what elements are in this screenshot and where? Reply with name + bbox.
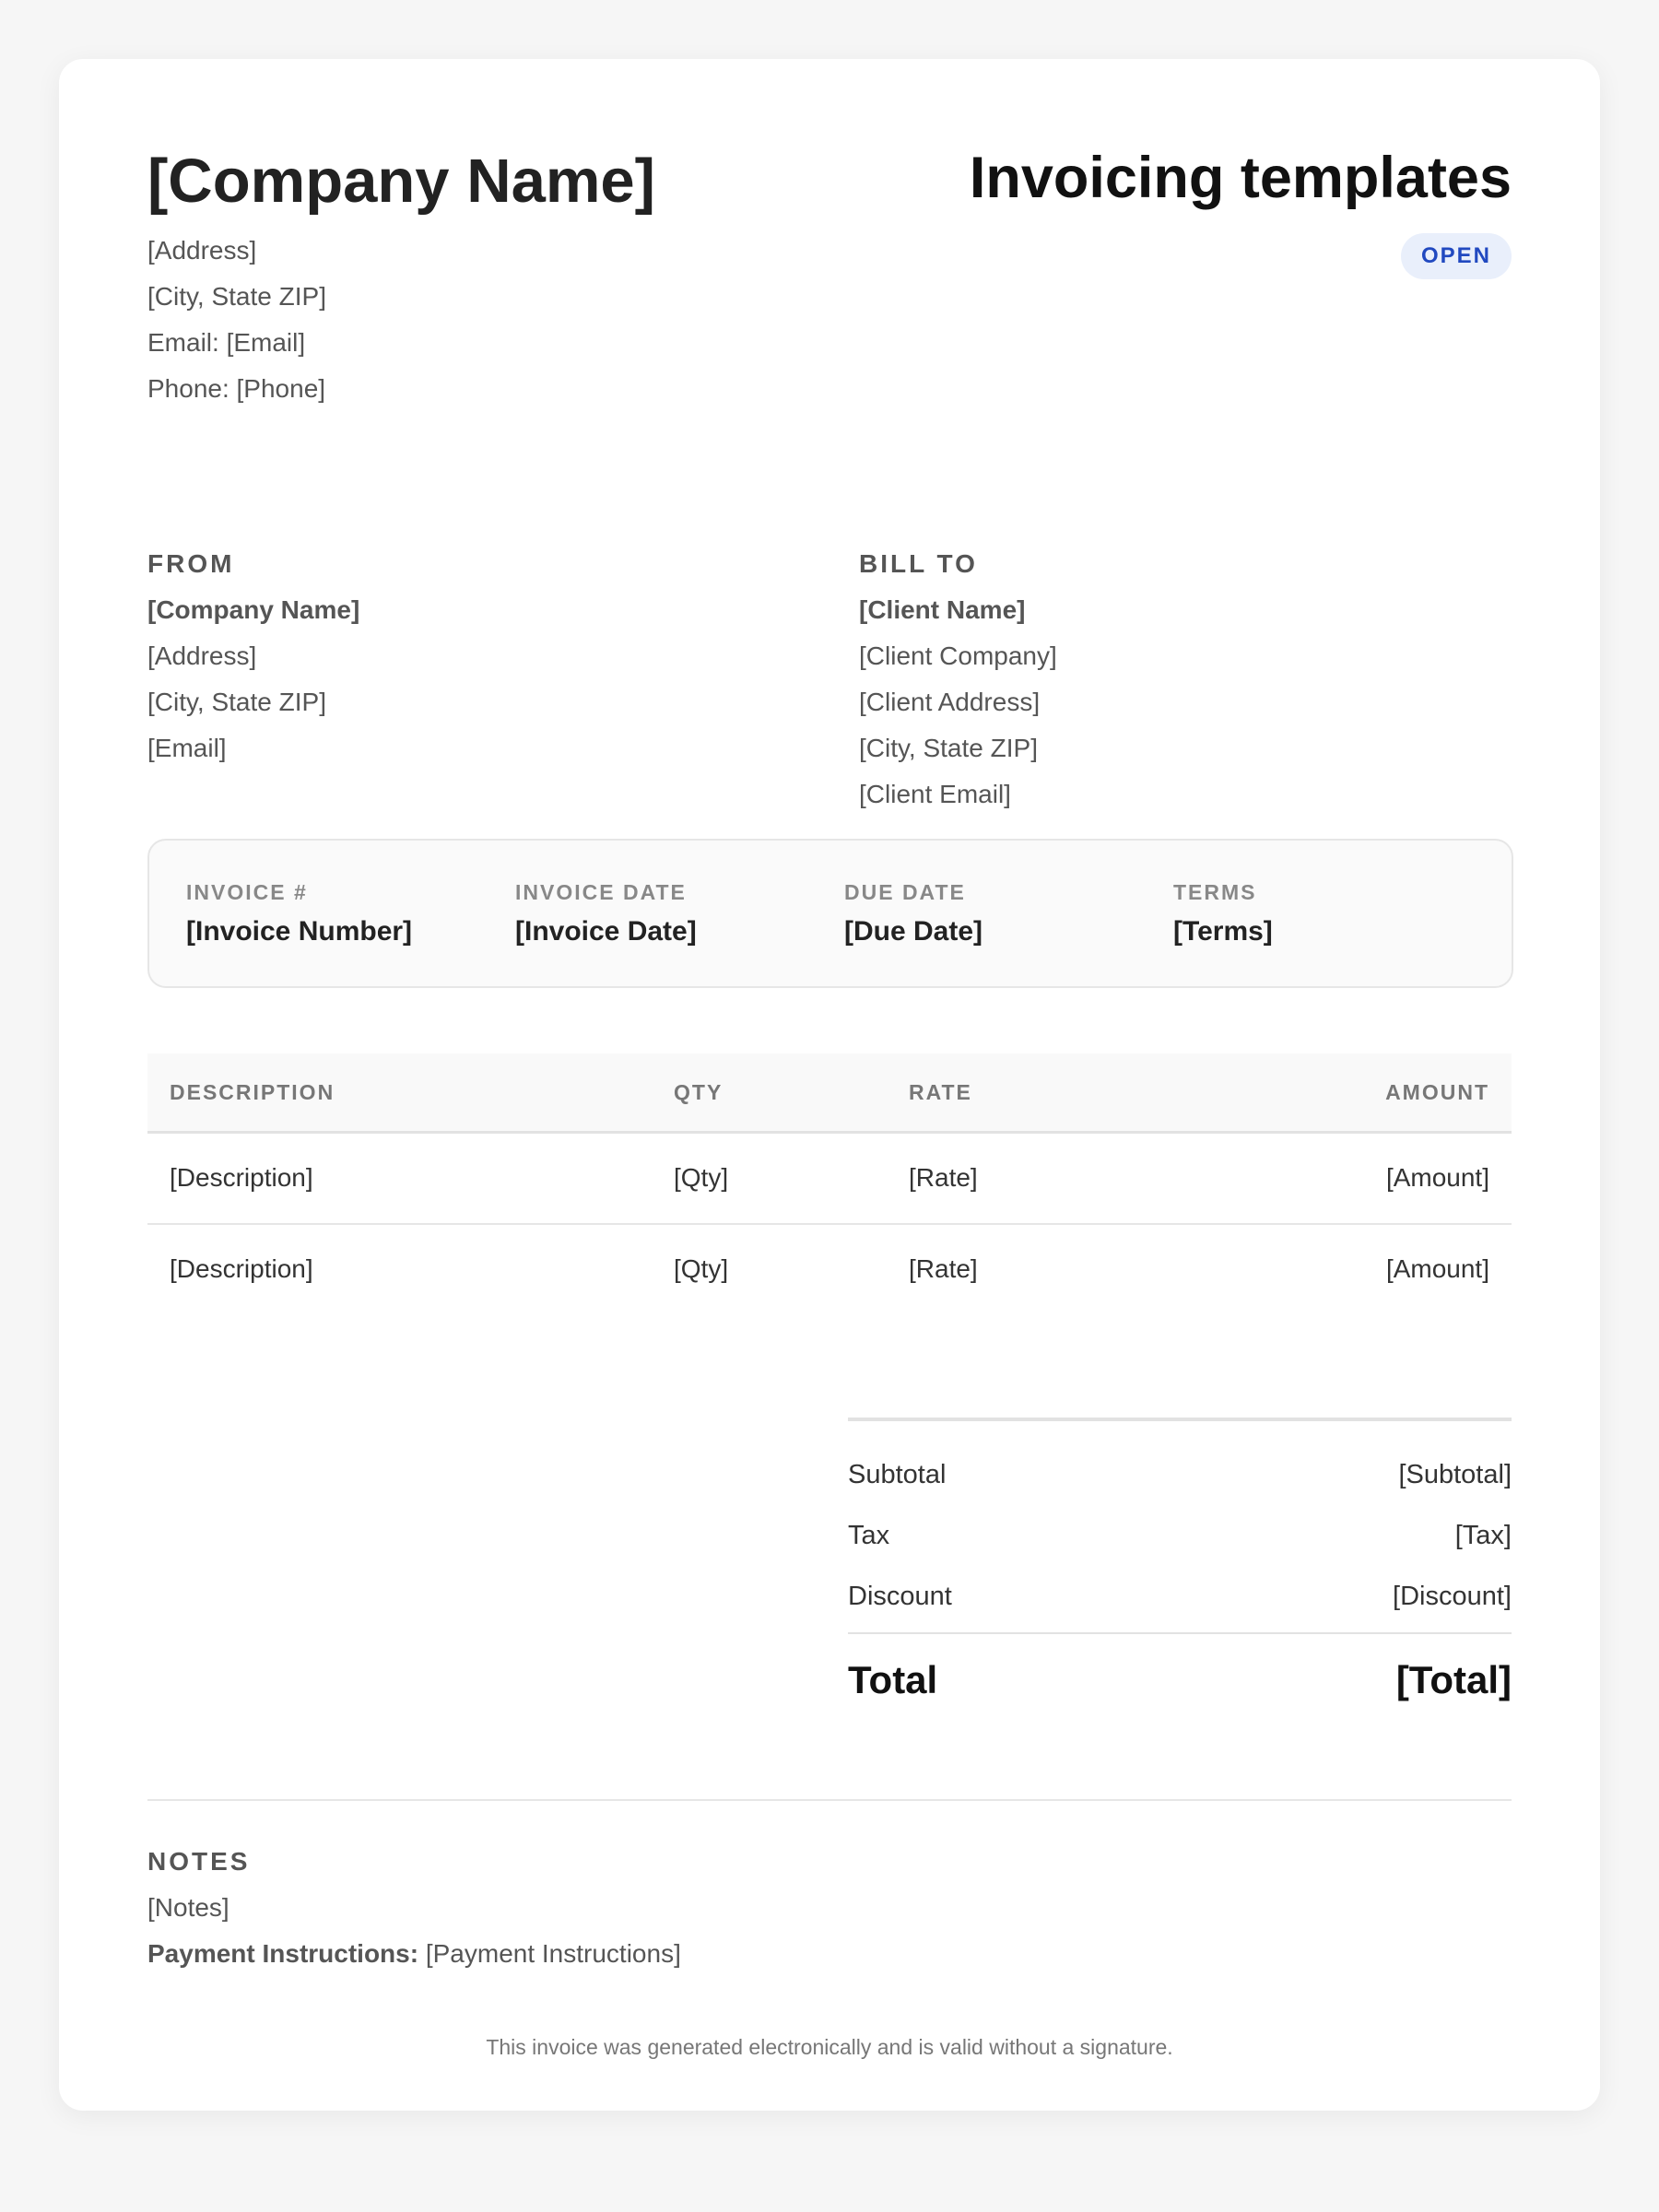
tax-value: [Tax] bbox=[1454, 1521, 1512, 1550]
subtotal-value: [Subtotal] bbox=[1398, 1460, 1512, 1489]
row-description: [Description] bbox=[170, 1163, 313, 1192]
invoice-number-label: INVOICE # bbox=[186, 880, 308, 904]
bill-to-section bbox=[859, 541, 1057, 818]
subtotal-label: Subtotal bbox=[848, 1460, 947, 1489]
footer-note: This invoice was generated electronically and is valid without a signature. bbox=[486, 2035, 1173, 2059]
from-heading: FROM bbox=[147, 549, 235, 578]
from-email: [Email] bbox=[147, 734, 227, 762]
line-items-table bbox=[147, 1053, 1512, 1314]
company-email: Email: [Email] bbox=[147, 328, 306, 357]
notes-text: [Notes] bbox=[147, 1893, 229, 1922]
invoice-card bbox=[59, 59, 1600, 2111]
subtotal-row bbox=[848, 1444, 1512, 1505]
discount-row bbox=[848, 1566, 1512, 1627]
client-company: [Client Company] bbox=[859, 641, 1057, 670]
due-date-label: DUE DATE bbox=[844, 880, 966, 904]
column-header-description: DESCRIPTION bbox=[170, 1080, 335, 1104]
invoice-number-field bbox=[186, 876, 412, 951]
row-rate: [Rate] bbox=[909, 1163, 978, 1192]
status-badge: OPEN bbox=[1401, 233, 1512, 279]
table-row bbox=[147, 1225, 1512, 1314]
discount-label: Discount bbox=[848, 1582, 952, 1611]
company-address: [Address] bbox=[147, 236, 257, 265]
notes-heading: NOTES bbox=[147, 1847, 251, 1876]
document-title: Invoicing templates bbox=[969, 146, 1512, 210]
row-qty: [Qty] bbox=[674, 1254, 729, 1283]
client-email: [Client Email] bbox=[859, 780, 1011, 808]
due-date-field bbox=[844, 876, 982, 951]
row-amount: [Amount] bbox=[1385, 1163, 1489, 1192]
from-section bbox=[147, 541, 359, 771]
client-city-state-zip: [City, State ZIP] bbox=[859, 734, 1038, 762]
invoice-date-label: INVOICE DATE bbox=[515, 880, 687, 904]
column-header-amount: AMOUNT bbox=[1385, 1080, 1489, 1104]
due-date-value: [Due Date] bbox=[844, 916, 983, 947]
discount-value: [Discount] bbox=[1393, 1582, 1512, 1611]
column-header-qty: QTY bbox=[674, 1080, 724, 1104]
from-company-name: [Company Name] bbox=[147, 595, 360, 624]
column-header-rate: RATE bbox=[909, 1080, 972, 1104]
terms-label: TERMS bbox=[1173, 880, 1257, 904]
notes-divider bbox=[147, 1799, 1512, 1801]
client-address: [Client Address] bbox=[859, 688, 1041, 716]
client-name: [Client Name] bbox=[859, 595, 1026, 624]
company-address-block bbox=[147, 228, 326, 412]
payment-instructions-value: [Payment Instructions] bbox=[425, 1939, 681, 1968]
company-phone: Phone: [Phone] bbox=[147, 374, 326, 403]
total-row bbox=[848, 1634, 1512, 1726]
from-address: [Address] bbox=[147, 641, 257, 670]
from-city-state-zip: [City, State ZIP] bbox=[147, 688, 326, 716]
terms-value: [Terms] bbox=[1173, 916, 1273, 947]
table-row bbox=[147, 1134, 1512, 1225]
bill-to-heading: BILL TO bbox=[859, 549, 978, 578]
invoice-number-value: [Invoice Number] bbox=[186, 916, 413, 947]
row-qty: [Qty] bbox=[674, 1163, 729, 1192]
invoice-date-value: [Invoice Date] bbox=[515, 916, 697, 947]
invoice-date-field bbox=[515, 876, 697, 951]
row-description: [Description] bbox=[170, 1254, 313, 1283]
total-label: Total bbox=[848, 1658, 938, 1701]
invoice-meta-box bbox=[147, 839, 1513, 988]
notes-section bbox=[147, 1839, 681, 1977]
row-amount: [Amount] bbox=[1385, 1254, 1489, 1283]
table-header bbox=[147, 1053, 1512, 1134]
tax-row bbox=[848, 1505, 1512, 1566]
company-city-state-zip: [City, State ZIP] bbox=[147, 282, 326, 311]
tax-label: Tax bbox=[848, 1521, 890, 1550]
payment-instructions-label: Payment Instructions: bbox=[147, 1939, 426, 1968]
terms-field bbox=[1173, 876, 1273, 951]
total-value: [Total] bbox=[1395, 1658, 1512, 1701]
row-rate: [Rate] bbox=[909, 1254, 978, 1283]
company-name: [Company Name] bbox=[147, 147, 655, 216]
totals-section bbox=[848, 1418, 1512, 1726]
payment-instructions bbox=[147, 1931, 681, 1977]
